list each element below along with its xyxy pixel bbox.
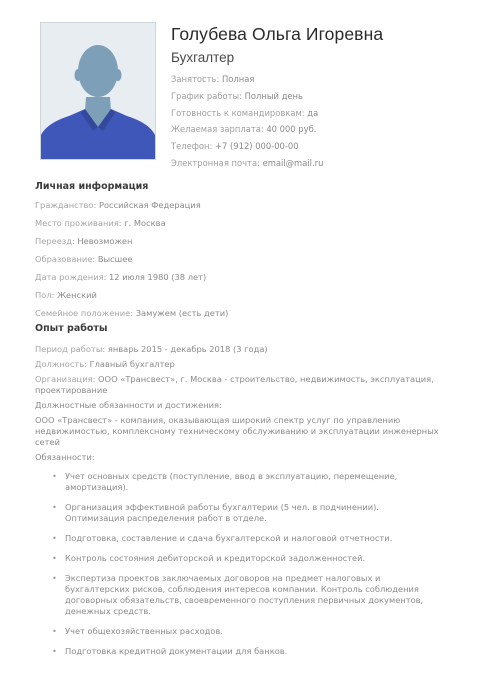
fact-travel: Готовность к командировкам: да: [171, 107, 319, 118]
personal-info-list: [35, 196, 228, 322]
work-achievements-label: Должностные обязанности и достижения:: [35, 400, 222, 410]
experience-title: Опыт работы: [35, 323, 108, 334]
personal-gender: Пол: Женский: [35, 290, 97, 300]
fact-email: Электронная почта: email@mail.ru: [171, 157, 324, 168]
fact-phone: Телефон: +7 (912) 000-00-00: [171, 141, 299, 152]
list-item: • Подготовка кредитной документации для банков.: [52, 646, 288, 656]
list-item: • Подготовка, составление и сдача бухгалтерской и налоговой отчетности.: [52, 533, 393, 543]
work-role: Должность: Главный бухгалтер: [35, 359, 175, 369]
personal-birthdate: Дата рождения: 12 июля 1980 (38 лет): [35, 272, 207, 282]
fact-salary: Желаемая зарплата: 40 000 руб.: [171, 124, 317, 135]
list-item: • Учет основных средств (поступление, ввод в эксплуатацию, перемещение, амортизация).: [52, 471, 398, 492]
candidate-name: Голубева Ольга Игоревна: [171, 24, 384, 44]
avatar-placeholder-icon: [41, 23, 155, 159]
personal-marital-status: Семейное положение: Замужем (есть дети): [35, 308, 229, 318]
fact-employment: Занятость: Полная: [171, 74, 255, 84]
candidate-position: Бухгалтер: [171, 50, 235, 65]
work-duties-label: Обязанности:: [35, 452, 95, 462]
experience-block: [35, 344, 440, 467]
personal-residence: Место проживания: г. Москва: [35, 218, 166, 228]
list-item: • Учет общехозяйственных расходов.: [52, 626, 224, 636]
personal-citizenship: Гражданство: Российская Федерация: [35, 200, 201, 210]
work-organization: Организация: ООО «Трансвест», г. Москва - строительство, недвижимость, эксплуатация, проектирование: [35, 374, 434, 395]
fact-schedule: График работы: Полный день: [171, 90, 303, 101]
profile-photo: [40, 22, 156, 160]
work-period: Период работы: январь 2015 - декабрь 2018 (3 года): [35, 344, 268, 354]
work-company-description: ООО «Трансвест» - компания, оказывающая широкий спектр услуг по управлению недвижимостью, комплексному техническому обслуживанию и эксплуатации инженерных сетей: [35, 415, 439, 447]
list-item: • Экспертиза проектов заключаемых договоров на предмет налоговых и бухгалтерских рисков, соблюдения интересов компании. Контроль соблюдения договорных обязательств, своевременного поступления первичных документов, денежных средств.: [52, 573, 424, 616]
list-item: • Контроль состояния дебиторской и кредиторской задолженностей.: [52, 553, 366, 563]
personal-info-title: Личная информация: [35, 181, 149, 192]
summary-facts: [171, 71, 323, 172]
duties-list: [52, 471, 437, 666]
personal-education: Образование: Высшее: [35, 254, 133, 264]
list-item: • Организация эффективной работы бухгалтерии (5 чел. в подчинении). Оптимизация распределения работ в отделе.: [52, 502, 380, 523]
personal-relocation: Переезд: Невозможен: [35, 236, 133, 246]
